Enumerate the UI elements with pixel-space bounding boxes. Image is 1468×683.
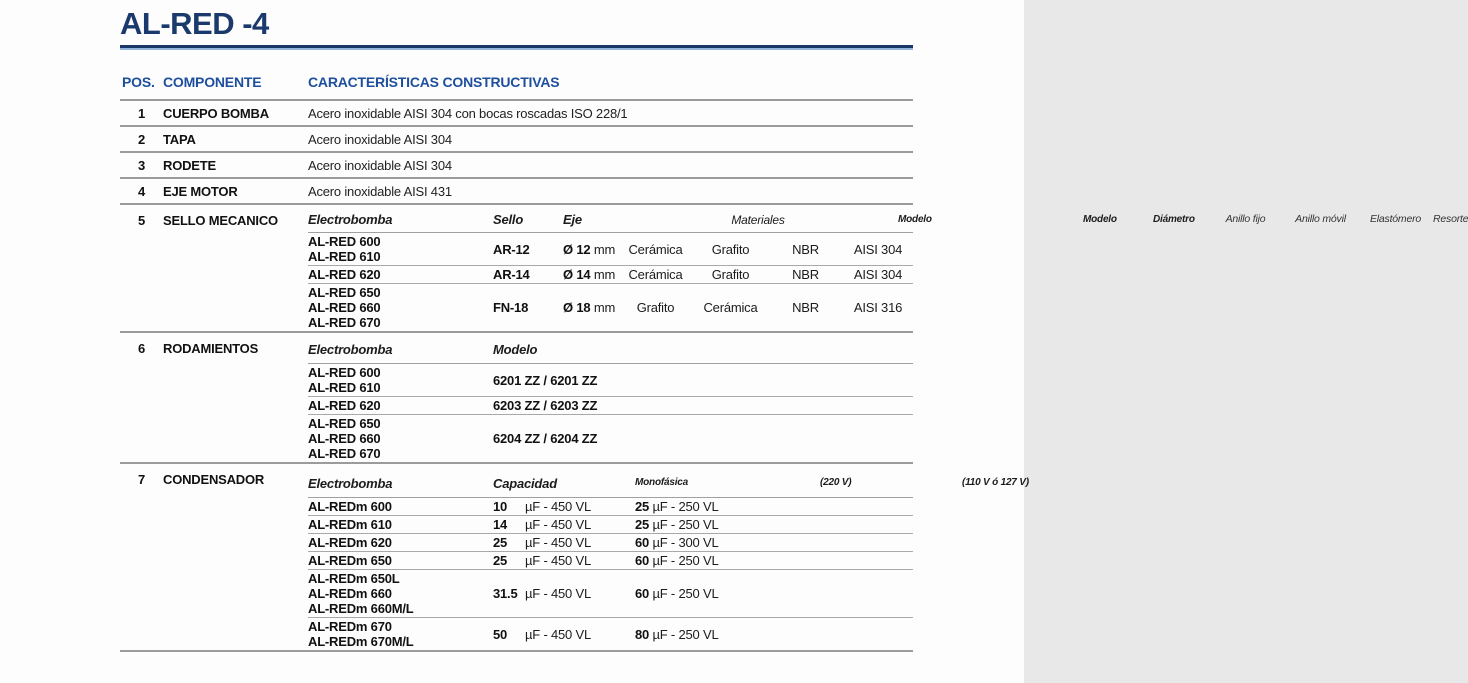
rodamientos-row (308, 415, 913, 462)
model-list (308, 517, 493, 532)
model-label: AL-RED 660 (308, 300, 381, 315)
capacity-110v: 80 µF - 250 VL (635, 626, 719, 642)
component-name: RODAMIENTOS (163, 341, 259, 356)
col-header-anillo-movil: Anillo móvil (1295, 213, 1346, 225)
model-label: AL-RED 610 (308, 249, 381, 264)
model-label: AL-RED 600 (308, 234, 381, 249)
component-description: Acero inoxidable AISI 304 con bocas roscadas ISO 228/1 (308, 105, 628, 121)
model-label: AL-RED 670 (308, 315, 381, 330)
header-caracteristicas: CARACTERÍSTICAS CONSTRUCTIVAS (308, 74, 560, 90)
model-label: AL-REDm 660M/L (308, 601, 414, 616)
pos-number: 4 (137, 183, 146, 199)
model-label: AL-REDm 600 (308, 499, 392, 514)
col-header-sello: Sello (493, 212, 524, 227)
col-header-eje: Eje (563, 212, 582, 227)
material-anillo-fijo: Cerámica (628, 241, 683, 257)
model-label: AL-REDm 670 (308, 619, 392, 634)
model-label: AL-REDm 650L (308, 571, 400, 586)
model-label: AL-REDm 620 (308, 535, 392, 550)
rodamientos-subtable (308, 333, 913, 462)
sello-row (308, 233, 913, 266)
capacity-220v: 10 µF - 450 VL (493, 499, 591, 514)
col-header-electrobomba: Electrobomba (308, 342, 393, 357)
sello-subtable-header (308, 205, 1468, 233)
col-header-elastomero: Elastómero (1369, 213, 1422, 225)
model-list (308, 267, 493, 282)
material-anillo-fijo: Cerámica (628, 267, 683, 282)
component-name: SELLO MECANICO (163, 213, 278, 228)
model-label: AL-RED 650 (308, 416, 381, 431)
col-header-modelo: Modelo (493, 342, 538, 357)
model-label: AL-RED 620 (308, 398, 381, 413)
rodamientos-row (308, 364, 913, 397)
pos-number: 2 (137, 131, 146, 147)
table-row (120, 127, 913, 153)
model-list (308, 499, 493, 514)
pos-number: 1 (137, 105, 146, 121)
model-label: AL-REDm 610 (308, 517, 392, 532)
header-componente: COMPONENTE (163, 74, 262, 90)
section-condensador (120, 464, 1029, 652)
content-area (120, 0, 1468, 652)
capacity-110v: 60 µF - 250 VL (635, 586, 719, 601)
sello-row (308, 266, 913, 284)
component-description: Acero inoxidable AISI 431 (308, 183, 452, 199)
shaft-diameter: Ø 12 mm (563, 241, 616, 257)
section-sello-mecanico (120, 205, 1468, 333)
material-elastomero: NBR (792, 241, 819, 257)
model-label: AL-REDm 670M/L (308, 634, 414, 649)
model-list (308, 285, 493, 330)
col-header-anillo-fijo: Anillo fijo (1225, 213, 1266, 225)
shaft-diameter: Ø 18 mm (563, 300, 616, 315)
material-resorte: AISI 304 (853, 267, 903, 282)
model-label: AL-RED 670 (308, 446, 381, 461)
material-elastomero: NBR (792, 300, 819, 315)
section-rodamientos (120, 333, 913, 464)
condensador-row (308, 498, 913, 516)
shaft-diameter: Ø 14 mm (563, 267, 616, 282)
col-header-electrobomba: Electrobomba (308, 212, 393, 227)
model-label: AL-REDm 660 (308, 586, 392, 601)
condensador-row (308, 618, 913, 650)
component-description: Acero inoxidable AISI 304 (308, 131, 452, 147)
condensador-row (308, 516, 913, 534)
capacity-110v: 25 µF - 250 VL (635, 517, 719, 532)
col-subheader-220v: (220 V) (820, 477, 852, 488)
seal-model: AR-12 (493, 241, 530, 257)
model-list (308, 619, 493, 649)
sello-row (308, 284, 913, 331)
pos-number: 3 (137, 157, 146, 173)
model-list (308, 398, 493, 413)
rodamientos-row (308, 397, 913, 415)
pos-number: 5 (137, 213, 146, 228)
model-label: AL-RED 650 (308, 285, 381, 300)
rodamientos-subtable-header (308, 333, 913, 364)
capacity-220v: 25 µF - 450 VL (493, 553, 591, 568)
capacity-110v: 60 µF - 250 VL (635, 553, 719, 568)
bearing-model: 6203 ZZ / 6203 ZZ (493, 398, 598, 413)
col-header-materiales: Materiales (731, 213, 785, 227)
condensador-row (308, 570, 913, 618)
component-name: EJE MOTOR (163, 183, 238, 199)
table-row (120, 153, 913, 179)
material-anillo-movil: Cerámica (703, 300, 758, 315)
table-header-row (120, 48, 913, 101)
model-label: AL-REDm 650 (308, 553, 392, 568)
model-label: AL-RED 620 (308, 267, 381, 282)
component-description: Acero inoxidable AISI 304 (308, 157, 452, 173)
capacity-220v: 25 µF - 450 VL (493, 535, 591, 550)
material-elastomero: NBR (792, 267, 819, 282)
model-list (308, 571, 493, 616)
col-header-capacidad: Capacidad (493, 476, 557, 491)
model-list (308, 535, 493, 550)
model-label: AL-RED 610 (308, 380, 381, 395)
condensador-row (308, 552, 913, 570)
col-header-resorte: Resorte (1433, 213, 1468, 225)
page-title: AL-RED -4 (120, 6, 269, 41)
material-anillo-fijo: Grafito (636, 300, 675, 315)
bearing-model: 6201 ZZ / 6201 ZZ (493, 372, 598, 388)
capacity-110v: 60 µF - 300 VL (635, 535, 719, 550)
col-subheader-sello-modelo: Modelo (1083, 214, 1117, 225)
pos-number: 6 (137, 341, 146, 356)
component-name: TAPA (163, 131, 196, 147)
model-list (308, 416, 493, 461)
condensador-row (308, 534, 913, 552)
condensador-subtable-header (308, 464, 1029, 498)
model-label: AL-RED 600 (308, 365, 381, 380)
col-subheader-diametro: Diámetro (1153, 214, 1195, 225)
table-row (120, 101, 913, 127)
material-resorte: AISI 316 (853, 300, 903, 315)
col-header-electrobomba: Electrobomba (308, 476, 393, 491)
model-label: AL-RED 660 (308, 431, 381, 446)
component-name: CUERPO BOMBA (163, 105, 269, 121)
model-list (308, 365, 493, 395)
material-anillo-movil: Grafito (711, 241, 750, 257)
component-name: RODETE (163, 157, 216, 173)
capacity-220v: 31.5 µF - 450 VL (493, 586, 591, 601)
sello-subtable (308, 205, 1468, 331)
seal-model: AR-14 (493, 267, 530, 282)
seal-model: FN-18 (493, 300, 529, 315)
condensador-subtable (308, 464, 1029, 650)
model-list (308, 553, 493, 568)
capacity-110v: 25 µF - 250 VL (635, 499, 719, 514)
bearing-model: 6204 ZZ / 6204 ZZ (493, 431, 598, 446)
capacity-220v: 14 µF - 450 VL (493, 517, 591, 532)
pos-number: 7 (137, 472, 146, 487)
material-resorte: AISI 304 (853, 241, 903, 257)
col-subheader-monofasica: Monofásica (635, 477, 689, 488)
model-list (308, 234, 493, 264)
table-row (120, 179, 913, 205)
component-name: CONDENSADOR (163, 472, 265, 487)
material-anillo-movil: Grafito (711, 267, 750, 282)
col-subheader-modelo: Modelo (898, 214, 932, 225)
capacity-220v: 50 µF - 450 VL (493, 626, 591, 642)
header-pos: POS. (122, 74, 155, 90)
col-subheader-110v: (110 V ó 127 V) (962, 477, 1029, 488)
